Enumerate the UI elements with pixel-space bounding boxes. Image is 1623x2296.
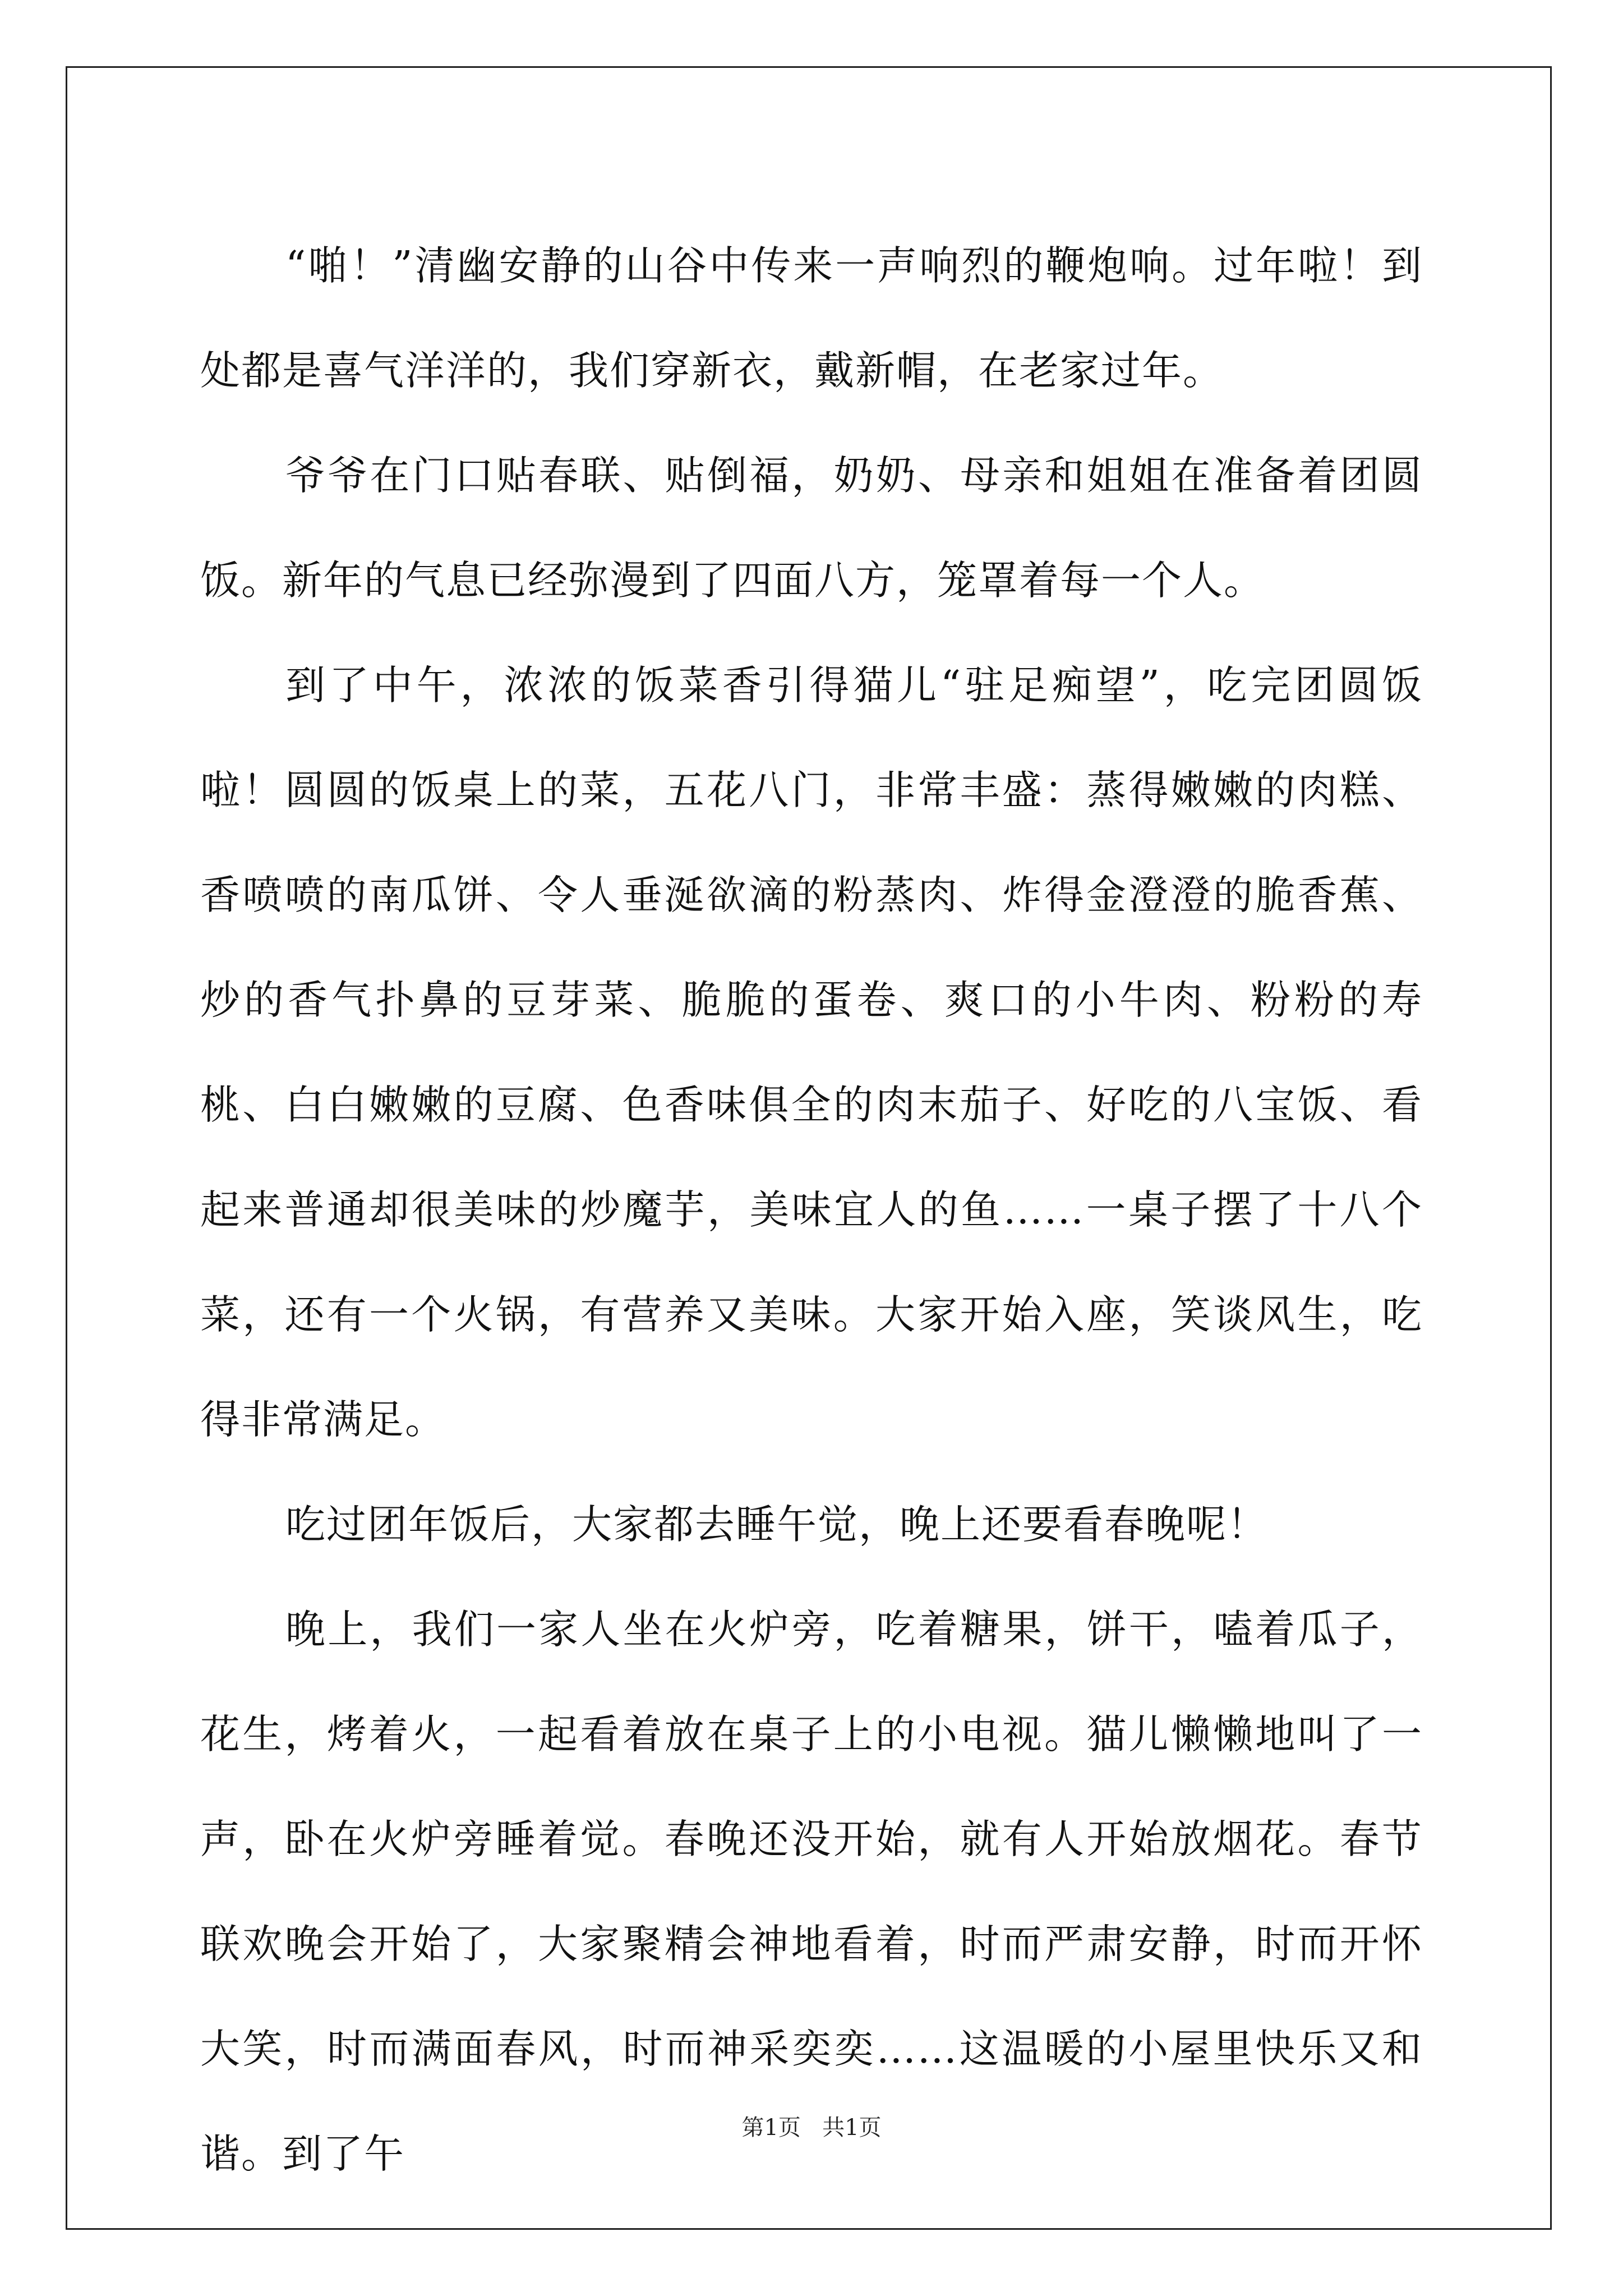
- paragraph: 晚上，我们一家人坐在火炉旁，吃着糖果，饼干，嗑着瓜子，花生，烤着火，一起看着放在桌子上的小电视。猫儿懒懒地叫了一声，卧在火炉旁睡着觉。春晚还没开始，就有人开始放烟花。春节联欢晚会开始了，大家聚精会神地看着，时而严肃安静，时而开怀大笑，时而满面春风，时而神采奕奕……这温暖的小屋里快乐又和谐。到了午: [200, 1606, 1423, 2177]
- page-total: 共1页: [822, 2115, 882, 2141]
- page-footer: [0, 2114, 1623, 2142]
- page-number: 第1页: [741, 2115, 801, 2141]
- paragraph: 爷爷在门口贴春联、贴倒福，奶奶、母亲和姐姐在准备着团圆饭。新年的气息已经弥漫到了四面八方，笼罩着每一个人。: [200, 452, 1423, 604]
- paragraph: 吃过团年饭后，大家都去睡午觉，晚上还要看春晚呢！: [285, 1501, 1269, 1548]
- paragraph: 到了中午，浓浓的饭菜香引得猫儿“驻足痴望”，吃完团圆饭啦！圆圆的饭桌上的菜，五花八门，非常丰盛：蒸得嫩嫩的肉糕、香喷喷的南瓜饼、令人垂涎欲滴的粉蒸肉、炸得金澄澄的脆香蕉、炒的香气扑鼻的豆芽菜、脆脆的蛋卷、爽口的小牛肉、粉粉的寿桃、白白嫩嫩的豆腐、色香味俱全的肉末茄子、好吃的八宝饭、看起来普通却很美味的炒魔芋，美味宜人的鱼……一桌子摆了十八个菜，还有一个火锅，有营养又美味。大家开始入座，笑谈风生，吃得非常满足。: [200, 662, 1423, 1443]
- paragraph: “啪！”清幽安静的山谷中传来一声响烈的鞭炮响。过年啦！到处都是喜气洋洋的，我们穿新衣，戴新帽，在老家过年。: [200, 242, 1423, 394]
- document-body: [200, 213, 1423, 2206]
